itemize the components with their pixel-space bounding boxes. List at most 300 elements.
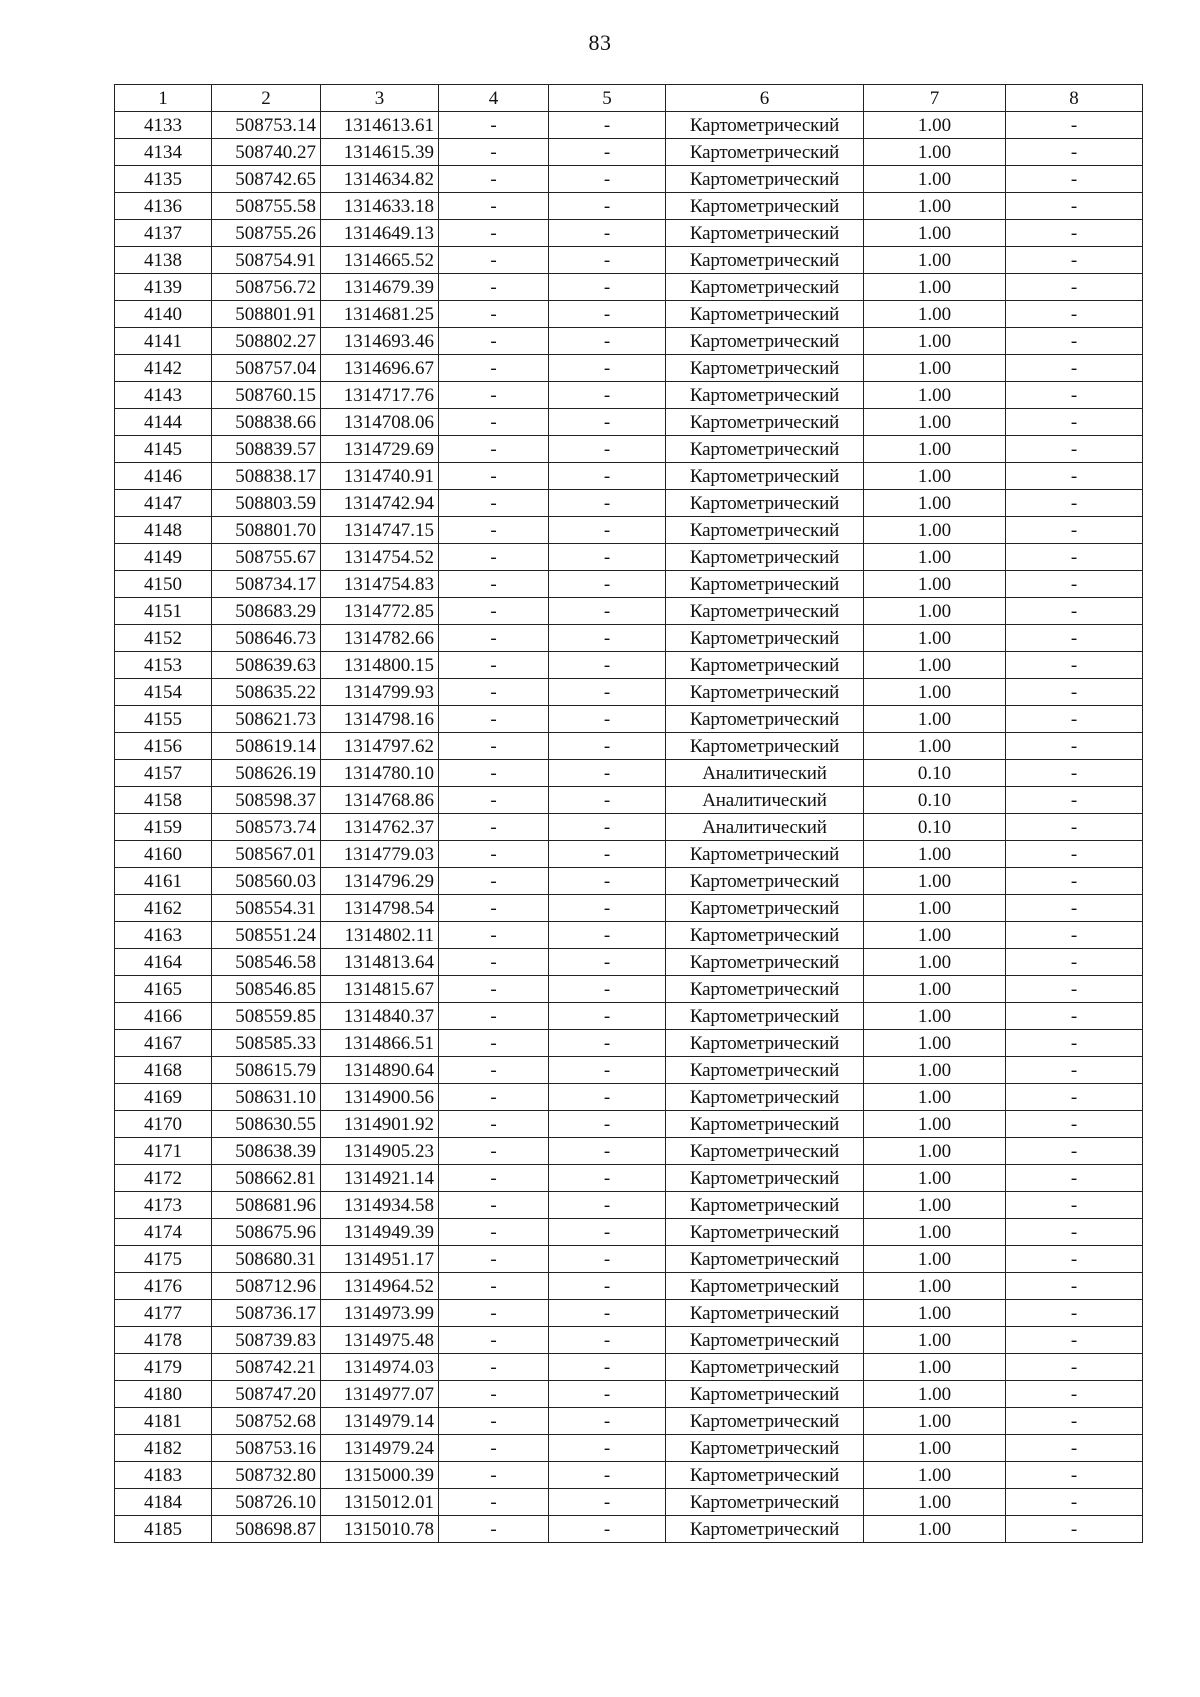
accuracy-cell: 1.00 <box>864 1192 1006 1219</box>
accuracy-cell: 1.00 <box>864 868 1006 895</box>
col8-cell: - <box>1006 895 1143 922</box>
accuracy-cell: 1.00 <box>864 436 1006 463</box>
col4-cell: - <box>439 733 549 760</box>
column-header-6: 6 <box>666 85 864 112</box>
y-coordinate-cell: 1314901.92 <box>321 1111 439 1138</box>
point-number-cell: 4179 <box>115 1354 212 1381</box>
point-number-cell: 4140 <box>115 301 212 328</box>
col4-cell: - <box>439 1462 549 1489</box>
col4-cell: - <box>439 1489 549 1516</box>
point-number-cell: 4183 <box>115 1462 212 1489</box>
point-number-cell: 4162 <box>115 895 212 922</box>
y-coordinate-cell: 1314679.39 <box>321 274 439 301</box>
y-coordinate-cell: 1314633.18 <box>321 193 439 220</box>
y-coordinate-cell: 1314951.17 <box>321 1246 439 1273</box>
col5-cell: - <box>549 112 666 139</box>
col5-cell: - <box>549 1462 666 1489</box>
col5-cell: - <box>549 895 666 922</box>
col5-cell: - <box>549 1381 666 1408</box>
table-row <box>115 112 1143 139</box>
x-coordinate-cell: 508631.10 <box>212 1084 321 1111</box>
col5-cell: - <box>549 1516 666 1543</box>
y-coordinate-cell: 1314900.56 <box>321 1084 439 1111</box>
table-row <box>115 571 1143 598</box>
accuracy-cell: 1.00 <box>864 463 1006 490</box>
method-cell: Картометрический <box>666 1003 864 1030</box>
col4-cell: - <box>439 1219 549 1246</box>
method-cell: Картометрический <box>666 409 864 436</box>
x-coordinate-cell: 508559.85 <box>212 1003 321 1030</box>
y-coordinate-cell: 1315000.39 <box>321 1462 439 1489</box>
coordinates-table <box>114 84 1143 1543</box>
y-coordinate-cell: 1314890.64 <box>321 1057 439 1084</box>
col8-cell: - <box>1006 355 1143 382</box>
point-number-cell: 4146 <box>115 463 212 490</box>
x-coordinate-cell: 508802.27 <box>212 328 321 355</box>
method-cell: Картометрический <box>666 652 864 679</box>
x-coordinate-cell: 508742.65 <box>212 166 321 193</box>
col4-cell: - <box>439 571 549 598</box>
point-number-cell: 4157 <box>115 760 212 787</box>
col5-cell: - <box>549 355 666 382</box>
y-coordinate-cell: 1314800.15 <box>321 652 439 679</box>
column-header-3: 3 <box>321 85 439 112</box>
point-number-cell: 4164 <box>115 949 212 976</box>
accuracy-cell: 1.00 <box>864 1138 1006 1165</box>
table-row <box>115 706 1143 733</box>
accuracy-cell: 1.00 <box>864 733 1006 760</box>
col5-cell: - <box>549 1003 666 1030</box>
point-number-cell: 4174 <box>115 1219 212 1246</box>
table-row <box>115 1354 1143 1381</box>
table-body <box>115 112 1143 1543</box>
col4-cell: - <box>439 355 549 382</box>
method-cell: Картометрический <box>666 1327 864 1354</box>
x-coordinate-cell: 508546.58 <box>212 949 321 976</box>
col4-cell: - <box>439 706 549 733</box>
point-number-cell: 4153 <box>115 652 212 679</box>
col8-cell: - <box>1006 814 1143 841</box>
col4-cell: - <box>439 1300 549 1327</box>
method-cell: Картометрический <box>666 1489 864 1516</box>
header-row <box>115 85 1143 112</box>
table-row <box>115 1300 1143 1327</box>
col8-cell: - <box>1006 1327 1143 1354</box>
table-row <box>115 868 1143 895</box>
col4-cell: - <box>439 1516 549 1543</box>
point-number-cell: 4167 <box>115 1030 212 1057</box>
col4-cell: - <box>439 1327 549 1354</box>
col4-cell: - <box>439 1030 549 1057</box>
point-number-cell: 4159 <box>115 814 212 841</box>
method-cell: Аналитический <box>666 814 864 841</box>
table-row <box>115 193 1143 220</box>
x-coordinate-cell: 508739.83 <box>212 1327 321 1354</box>
point-number-cell: 4168 <box>115 1057 212 1084</box>
table-row <box>115 949 1143 976</box>
y-coordinate-cell: 1314813.64 <box>321 949 439 976</box>
col8-cell: - <box>1006 922 1143 949</box>
y-coordinate-cell: 1314949.39 <box>321 1219 439 1246</box>
x-coordinate-cell: 508838.66 <box>212 409 321 436</box>
x-coordinate-cell: 508598.37 <box>212 787 321 814</box>
table-row <box>115 544 1143 571</box>
col4-cell: - <box>439 1003 549 1030</box>
x-coordinate-cell: 508839.57 <box>212 436 321 463</box>
table-header <box>115 85 1143 112</box>
point-number-cell: 4176 <box>115 1273 212 1300</box>
y-coordinate-cell: 1314762.37 <box>321 814 439 841</box>
accuracy-cell: 1.00 <box>864 1354 1006 1381</box>
col5-cell: - <box>549 1057 666 1084</box>
col5-cell: - <box>549 1192 666 1219</box>
y-coordinate-cell: 1314696.67 <box>321 355 439 382</box>
y-coordinate-cell: 1314772.85 <box>321 598 439 625</box>
accuracy-cell: 1.00 <box>864 1003 1006 1030</box>
y-coordinate-cell: 1314754.52 <box>321 544 439 571</box>
y-coordinate-cell: 1314779.03 <box>321 841 439 868</box>
col4-cell: - <box>439 517 549 544</box>
col4-cell: - <box>439 976 549 1003</box>
accuracy-cell: 1.00 <box>864 1489 1006 1516</box>
accuracy-cell: 1.00 <box>864 274 1006 301</box>
table-row <box>115 1246 1143 1273</box>
col8-cell: - <box>1006 760 1143 787</box>
method-cell: Картометрический <box>666 301 864 328</box>
col8-cell: - <box>1006 112 1143 139</box>
x-coordinate-cell: 508621.73 <box>212 706 321 733</box>
table-row <box>115 355 1143 382</box>
point-number-cell: 4170 <box>115 1111 212 1138</box>
y-coordinate-cell: 1314979.14 <box>321 1408 439 1435</box>
accuracy-cell: 1.00 <box>864 1246 1006 1273</box>
x-coordinate-cell: 508760.15 <box>212 382 321 409</box>
accuracy-cell: 1.00 <box>864 652 1006 679</box>
x-coordinate-cell: 508567.01 <box>212 841 321 868</box>
x-coordinate-cell: 508573.74 <box>212 814 321 841</box>
col4-cell: - <box>439 1165 549 1192</box>
accuracy-cell: 1.00 <box>864 571 1006 598</box>
col5-cell: - <box>549 247 666 274</box>
x-coordinate-cell: 508801.91 <box>212 301 321 328</box>
accuracy-cell: 1.00 <box>864 841 1006 868</box>
col8-cell: - <box>1006 1057 1143 1084</box>
col4-cell: - <box>439 220 549 247</box>
x-coordinate-cell: 508635.22 <box>212 679 321 706</box>
method-cell: Картометрический <box>666 382 864 409</box>
point-number-cell: 4136 <box>115 193 212 220</box>
method-cell: Картометрический <box>666 544 864 571</box>
col8-cell: - <box>1006 274 1143 301</box>
col5-cell: - <box>549 139 666 166</box>
col5-cell: - <box>549 1246 666 1273</box>
method-cell: Картометрический <box>666 679 864 706</box>
method-cell: Картометрический <box>666 922 864 949</box>
accuracy-cell: 1.00 <box>864 193 1006 220</box>
table-row <box>115 679 1143 706</box>
col8-cell: - <box>1006 949 1143 976</box>
table-row <box>115 922 1143 949</box>
accuracy-cell: 1.00 <box>864 1057 1006 1084</box>
point-number-cell: 4169 <box>115 1084 212 1111</box>
point-number-cell: 4178 <box>115 1327 212 1354</box>
x-coordinate-cell: 508585.33 <box>212 1030 321 1057</box>
col4-cell: - <box>439 760 549 787</box>
column-header-2: 2 <box>212 85 321 112</box>
table-row <box>115 1381 1143 1408</box>
col4-cell: - <box>439 1111 549 1138</box>
accuracy-cell: 1.00 <box>864 706 1006 733</box>
accuracy-cell: 0.10 <box>864 760 1006 787</box>
table-row <box>115 436 1143 463</box>
col8-cell: - <box>1006 247 1143 274</box>
col5-cell: - <box>549 1354 666 1381</box>
table-row <box>115 733 1143 760</box>
y-coordinate-cell: 1314974.03 <box>321 1354 439 1381</box>
table-row <box>115 1057 1143 1084</box>
accuracy-cell: 1.00 <box>864 1084 1006 1111</box>
x-coordinate-cell: 508551.24 <box>212 922 321 949</box>
x-coordinate-cell: 508755.26 <box>212 220 321 247</box>
col5-cell: - <box>549 220 666 247</box>
col5-cell: - <box>549 841 666 868</box>
method-cell: Картометрический <box>666 895 864 922</box>
col8-cell: - <box>1006 1462 1143 1489</box>
col8-cell: - <box>1006 409 1143 436</box>
table-row <box>115 895 1143 922</box>
method-cell: Картометрический <box>666 598 864 625</box>
table-row <box>115 652 1143 679</box>
col8-cell: - <box>1006 841 1143 868</box>
col8-cell: - <box>1006 1300 1143 1327</box>
table-row <box>115 760 1143 787</box>
table-row <box>115 1111 1143 1138</box>
table-row <box>115 139 1143 166</box>
method-cell: Картометрический <box>666 841 864 868</box>
y-coordinate-cell: 1314613.61 <box>321 112 439 139</box>
accuracy-cell: 1.00 <box>864 1300 1006 1327</box>
accuracy-cell: 1.00 <box>864 1111 1006 1138</box>
col5-cell: - <box>549 625 666 652</box>
method-cell: Картометрический <box>666 868 864 895</box>
point-number-cell: 4171 <box>115 1138 212 1165</box>
x-coordinate-cell: 508638.39 <box>212 1138 321 1165</box>
x-coordinate-cell: 508630.55 <box>212 1111 321 1138</box>
method-cell: Картометрический <box>666 1057 864 1084</box>
accuracy-cell: 1.00 <box>864 247 1006 274</box>
method-cell: Картометрический <box>666 571 864 598</box>
col4-cell: - <box>439 166 549 193</box>
accuracy-cell: 1.00 <box>864 625 1006 652</box>
accuracy-cell: 1.00 <box>864 1219 1006 1246</box>
y-coordinate-cell: 1314798.16 <box>321 706 439 733</box>
col4-cell: - <box>439 139 549 166</box>
col4-cell: - <box>439 652 549 679</box>
x-coordinate-cell: 508554.31 <box>212 895 321 922</box>
accuracy-cell: 1.00 <box>864 517 1006 544</box>
y-coordinate-cell: 1314815.67 <box>321 976 439 1003</box>
y-coordinate-cell: 1314973.99 <box>321 1300 439 1327</box>
point-number-cell: 4173 <box>115 1192 212 1219</box>
col4-cell: - <box>439 841 549 868</box>
point-number-cell: 4166 <box>115 1003 212 1030</box>
col4-cell: - <box>439 895 549 922</box>
y-coordinate-cell: 1314634.82 <box>321 166 439 193</box>
table-row <box>115 1084 1143 1111</box>
accuracy-cell: 0.10 <box>864 814 1006 841</box>
method-cell: Картометрический <box>666 139 864 166</box>
method-cell: Картометрический <box>666 733 864 760</box>
x-coordinate-cell: 508755.67 <box>212 544 321 571</box>
point-number-cell: 4172 <box>115 1165 212 1192</box>
col5-cell: - <box>549 382 666 409</box>
x-coordinate-cell: 508753.16 <box>212 1435 321 1462</box>
col8-cell: - <box>1006 1165 1143 1192</box>
x-coordinate-cell: 508756.72 <box>212 274 321 301</box>
column-header-8: 8 <box>1006 85 1143 112</box>
y-coordinate-cell: 1314964.52 <box>321 1273 439 1300</box>
y-coordinate-cell: 1314747.15 <box>321 517 439 544</box>
col5-cell: - <box>549 1300 666 1327</box>
col8-cell: - <box>1006 1219 1143 1246</box>
accuracy-cell: 1.00 <box>864 1408 1006 1435</box>
accuracy-cell: 1.00 <box>864 976 1006 1003</box>
col4-cell: - <box>439 193 549 220</box>
column-header-7: 7 <box>864 85 1006 112</box>
col8-cell: - <box>1006 1111 1143 1138</box>
x-coordinate-cell: 508680.31 <box>212 1246 321 1273</box>
point-number-cell: 4160 <box>115 841 212 868</box>
table-row <box>115 1489 1143 1516</box>
method-cell: Картометрический <box>666 1462 864 1489</box>
method-cell: Картометрический <box>666 436 864 463</box>
point-number-cell: 4144 <box>115 409 212 436</box>
accuracy-cell: 1.00 <box>864 679 1006 706</box>
y-coordinate-cell: 1314975.48 <box>321 1327 439 1354</box>
col5-cell: - <box>549 922 666 949</box>
col5-cell: - <box>549 436 666 463</box>
table-row <box>115 1165 1143 1192</box>
x-coordinate-cell: 508747.20 <box>212 1381 321 1408</box>
col8-cell: - <box>1006 382 1143 409</box>
x-coordinate-cell: 508726.10 <box>212 1489 321 1516</box>
col5-cell: - <box>549 1111 666 1138</box>
col8-cell: - <box>1006 301 1143 328</box>
point-number-cell: 4142 <box>115 355 212 382</box>
col5-cell: - <box>549 517 666 544</box>
method-cell: Картометрический <box>666 1300 864 1327</box>
point-number-cell: 4141 <box>115 328 212 355</box>
col5-cell: - <box>549 544 666 571</box>
x-coordinate-cell: 508662.81 <box>212 1165 321 1192</box>
point-number-cell: 4148 <box>115 517 212 544</box>
col5-cell: - <box>549 1084 666 1111</box>
accuracy-cell: 1.00 <box>864 1462 1006 1489</box>
point-number-cell: 4149 <box>115 544 212 571</box>
col4-cell: - <box>439 1084 549 1111</box>
method-cell: Картометрический <box>666 1165 864 1192</box>
col4-cell: - <box>439 247 549 274</box>
col5-cell: - <box>549 1165 666 1192</box>
col8-cell: - <box>1006 625 1143 652</box>
x-coordinate-cell: 508675.96 <box>212 1219 321 1246</box>
col8-cell: - <box>1006 733 1143 760</box>
col4-cell: - <box>439 949 549 976</box>
table-row <box>115 1030 1143 1057</box>
x-coordinate-cell: 508560.03 <box>212 868 321 895</box>
col4-cell: - <box>439 1057 549 1084</box>
col8-cell: - <box>1006 976 1143 1003</box>
col4-cell: - <box>439 382 549 409</box>
col4-cell: - <box>439 814 549 841</box>
x-coordinate-cell: 508619.14 <box>212 733 321 760</box>
col4-cell: - <box>439 625 549 652</box>
method-cell: Картометрический <box>666 463 864 490</box>
y-coordinate-cell: 1314796.29 <box>321 868 439 895</box>
point-number-cell: 4156 <box>115 733 212 760</box>
y-coordinate-cell: 1314681.25 <box>321 301 439 328</box>
table-row <box>115 517 1143 544</box>
method-cell: Картометрический <box>666 490 864 517</box>
table-row <box>115 1435 1143 1462</box>
col8-cell: - <box>1006 1516 1143 1543</box>
col5-cell: - <box>549 949 666 976</box>
x-coordinate-cell: 508838.17 <box>212 463 321 490</box>
col5-cell: - <box>549 679 666 706</box>
col5-cell: - <box>549 706 666 733</box>
y-coordinate-cell: 1314665.52 <box>321 247 439 274</box>
col8-cell: - <box>1006 1138 1143 1165</box>
y-coordinate-cell: 1314649.13 <box>321 220 439 247</box>
x-coordinate-cell: 508646.73 <box>212 625 321 652</box>
col4-cell: - <box>439 1273 549 1300</box>
col5-cell: - <box>549 1327 666 1354</box>
accuracy-cell: 1.00 <box>864 166 1006 193</box>
column-header-5: 5 <box>549 85 666 112</box>
col8-cell: - <box>1006 1192 1143 1219</box>
method-cell: Картометрический <box>666 355 864 382</box>
method-cell: Картометрический <box>666 193 864 220</box>
point-number-cell: 4135 <box>115 166 212 193</box>
x-coordinate-cell: 508734.17 <box>212 571 321 598</box>
x-coordinate-cell: 508681.96 <box>212 1192 321 1219</box>
method-cell: Картометрический <box>666 706 864 733</box>
point-number-cell: 4181 <box>115 1408 212 1435</box>
col4-cell: - <box>439 1246 549 1273</box>
y-coordinate-cell: 1314977.07 <box>321 1381 439 1408</box>
accuracy-cell: 1.00 <box>864 922 1006 949</box>
y-coordinate-cell: 1314615.39 <box>321 139 439 166</box>
col4-cell: - <box>439 436 549 463</box>
col5-cell: - <box>549 1030 666 1057</box>
method-cell: Картометрический <box>666 1084 864 1111</box>
method-cell: Картометрический <box>666 1435 864 1462</box>
col4-cell: - <box>439 1192 549 1219</box>
column-header-4: 4 <box>439 85 549 112</box>
point-number-cell: 4151 <box>115 598 212 625</box>
x-coordinate-cell: 508736.17 <box>212 1300 321 1327</box>
y-coordinate-cell: 1314802.11 <box>321 922 439 949</box>
point-number-cell: 4145 <box>115 436 212 463</box>
method-cell: Аналитический <box>666 787 864 814</box>
accuracy-cell: 1.00 <box>864 1381 1006 1408</box>
method-cell: Картометрический <box>666 976 864 1003</box>
table-row <box>115 247 1143 274</box>
col8-cell: - <box>1006 139 1143 166</box>
accuracy-cell: 1.00 <box>864 355 1006 382</box>
x-coordinate-cell: 508755.58 <box>212 193 321 220</box>
col4-cell: - <box>439 1138 549 1165</box>
